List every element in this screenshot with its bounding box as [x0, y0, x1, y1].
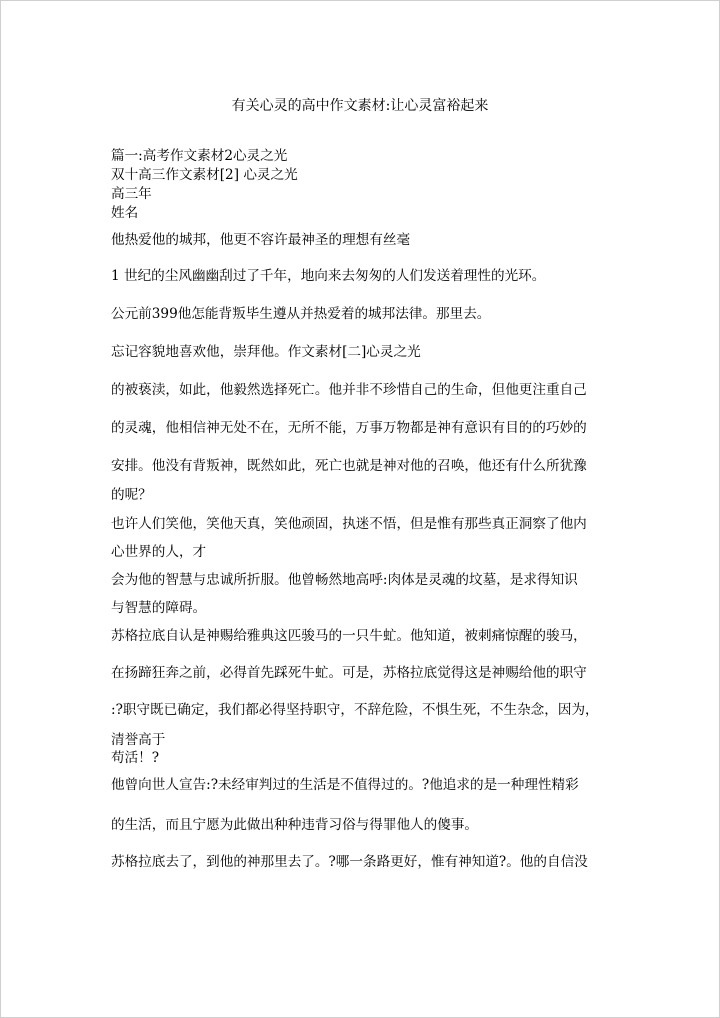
text-line: 会为他的智慧与忠诚所折服。他曾畅然地高呼:肉体是灵魂的坟墓，是求得知识 [111, 572, 578, 588]
text-line: 的灵魂，他相信神无处不在，无所不能，万事万物都是神有意识有目的的巧妙的 [111, 420, 587, 436]
text-line: 与智慧的障碍。 [111, 600, 207, 616]
text-line: 他曾向世人宣告:?未经审判过的生活是不值得过的。?他追求的是一种理性精彩 [111, 777, 579, 793]
text-line: 篇一:高考作文素材2心灵之光 [111, 148, 288, 164]
text-line: 他热爱他的城邦，他更不容许最神圣的理想有丝毫 [111, 232, 411, 248]
text-line: 的被亵渎，如此，他毅然选择死亡。他并非不珍惜自己的生命，但他更注重自己 [111, 382, 587, 398]
text-line: 忘记容貌地喜欢他，崇拜他。作文素材[二]心灵之光 [111, 344, 421, 360]
text-line: 苟活！? [111, 750, 160, 766]
text-line: 苏格拉底自认是神赐给雅典这匹骏马的一只牛虻。他知道，被刺痛惊醒的骏马， [111, 628, 587, 644]
text-line: 高三年 [111, 186, 152, 202]
text-line: 苏格拉底去了，到他的神那里去了。?哪一条路更好，惟有神知道?。他的自信没 [111, 854, 588, 870]
text-line: 双十高三作文素材[2] 心灵之光 [111, 167, 298, 183]
text-line: 清誉高于 [111, 732, 166, 748]
text-line: 也许人们笑他，笑他天真，笑他顽固，执迷不悟，但是惟有那些真正洞察了他内 [111, 516, 587, 532]
text-line: :?职守既已确定，我们都必得坚持职守，不辞危险，不惧生死，不生杂念，因为， [111, 702, 599, 718]
text-line: 的呢？ [111, 487, 152, 503]
text-line: 在扬蹄狂奔之前，必得首先踩死牛虻。可是，苏格拉底觉得这是神赐给他的职守 [111, 665, 587, 681]
text-line: 公元前399他怎能背叛毕生遵从并热爱着的城邦法律。那里去。 [111, 306, 491, 322]
text-line: 的生活，而且宁愿为此做出种种违背习俗与得罪他人的傻事。 [111, 817, 479, 833]
text-line: 心世界的人，才 [111, 544, 207, 560]
document-title: 有关心灵的高中作文素材:让心灵富裕起来 [231, 98, 489, 114]
text-line: 安排。他没有背叛神，既然如此，死亡也就是神对他的召唤，他还有什么所犹豫 [111, 458, 587, 474]
text-line: 1 世纪的尘风幽幽刮过了千年，地向来去匆匆的人们发送着理性的光环。 [111, 268, 546, 284]
text-line: 姓名 [111, 205, 139, 221]
